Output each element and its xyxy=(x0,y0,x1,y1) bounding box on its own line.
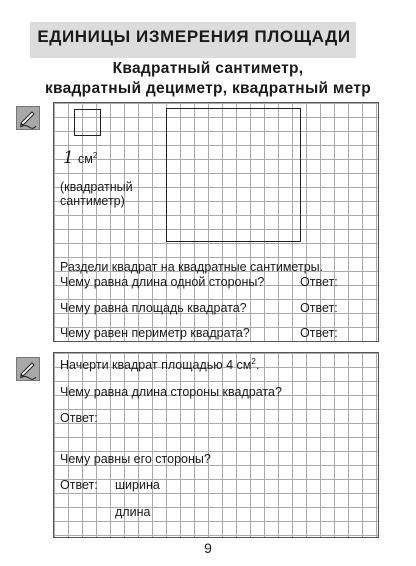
page-title: ЕДИНИЦЫ ИЗМЕРЕНИЯ ПЛОЩАДИ xyxy=(37,27,351,46)
answer-label: Ответ: xyxy=(300,301,338,315)
question-perimeter: Чему равен периметр квадрата? xyxy=(60,326,250,340)
answer-label: Ответ: xyxy=(300,326,338,340)
question-side: Чему равна длина стороны квадрата? xyxy=(60,385,282,399)
unit-caption-line-2: сантиметр) xyxy=(60,194,125,208)
unit-label: $см^2$ xyxy=(78,151,98,167)
subtitle-line-2: квадратный дециметр, квадратный метр xyxy=(44,80,372,97)
task2-instruction: Начерти квадрат площадью 4 $см^2$. xyxy=(60,357,260,373)
answer-label: Ответ: xyxy=(60,411,98,425)
task1-instruction: Раздели квадрат на квадратные сантиметры. xyxy=(60,260,324,274)
pencil-writing-icon xyxy=(16,357,40,381)
answer-label: Ответ: xyxy=(60,478,98,492)
question-area: Чему равна площадь квадрата? xyxy=(60,301,247,315)
question-side-length: Чему равна длина одной стороны? xyxy=(60,275,265,289)
square-to-divide[interactable] xyxy=(166,108,301,242)
answer-label: Ответ: xyxy=(300,275,338,289)
subtitle-line-1: Квадратный сантиметр, xyxy=(112,60,304,77)
task2-grid-area[interactable] xyxy=(53,352,379,538)
question-sides: Чему равны его стороны? xyxy=(60,452,211,466)
pencil-writing-icon xyxy=(16,106,40,130)
square-centimeter-sample xyxy=(74,109,101,136)
length-label: длина xyxy=(115,505,151,519)
unit-caption-line-1: (квадратный xyxy=(60,180,133,194)
page-number: 9 xyxy=(204,540,212,556)
width-label: ширина xyxy=(115,478,160,492)
handwritten-number: 1 xyxy=(63,148,74,168)
